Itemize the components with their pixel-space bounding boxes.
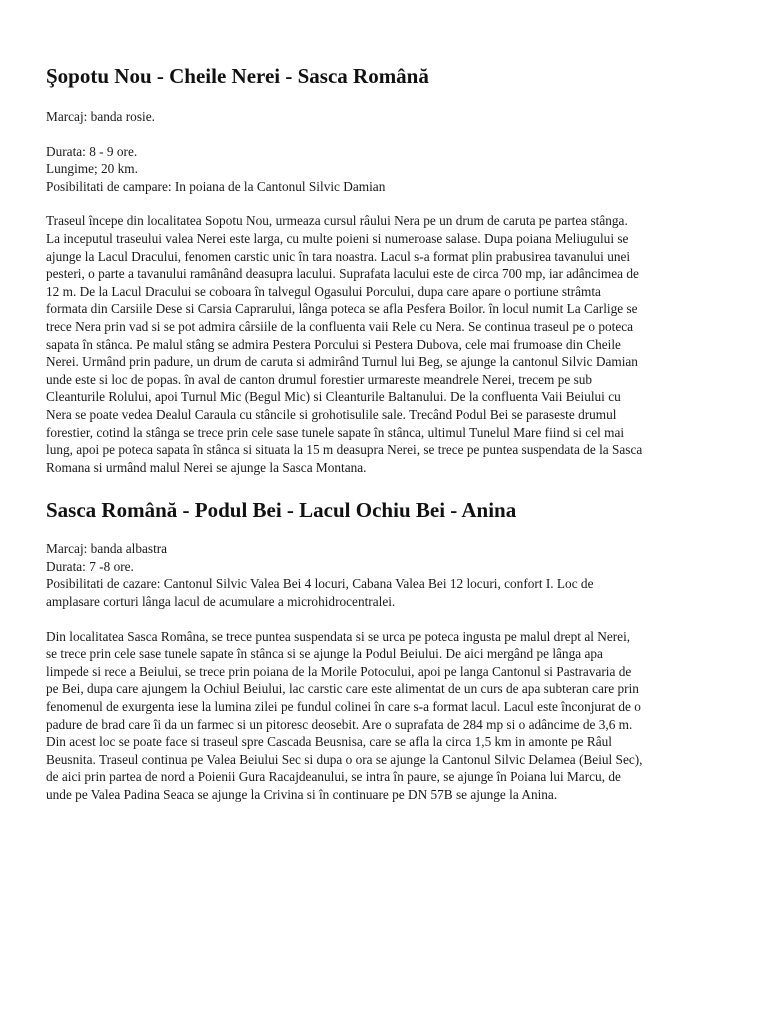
body-line: unde pe Valea Padina Seaca se ajunge la Crivina si în continuare pe DN 57B se ajunge la Anina. (46, 787, 558, 802)
document-page (46, 62, 726, 804)
body-line: Din acest loc se poate face si traseul spre Cascada Beusnisa, care se afla la circa 1,5 km in amonte pe Râul (46, 734, 612, 750)
body-line: de aici prin partea de nord a Poienii Gura Racajdeanului, se intra în paure, se ajunge în Poiana lui Marcu, de (46, 769, 621, 785)
body-line: ajunge la Lacul Dracului, fenomen carstic unic în tara noastra. Lacul s-a format plin prabusirea tavanului unei (46, 248, 631, 264)
body-line: formata din Carsiile Dese si Carsia Caprarului, lânga poteca se afla Pesfera Boilor. în locul numit La Carlige se (46, 301, 638, 317)
body-line: 12 m. De la Lacul Dracului se coboara în talvegul Ogasului Porcului, dupa care apare o portiune strâmta (46, 283, 601, 299)
section-title: Şopotu Nou - Cheile Nerei - Sasca Română (46, 64, 429, 88)
info-line: Marcaj: banda albastra (46, 541, 168, 557)
info-line: Durata: 8 - 9 ore. (46, 143, 138, 159)
body-line: unde este si loc de popas. în aval de canton drumul forestier urmareste meandrele Nerei, trecem pe sub (46, 371, 593, 387)
trail-info (46, 540, 726, 610)
info-line: amplasare corturi lânga lacul de acumulare a microhidrocentralei. (46, 594, 396, 610)
body-line: limpede si rece a Beiului, se trece prin poiana de la Morile Potocului, apoi pe langa Cantonul si Pastravaria de (46, 663, 632, 679)
body-line: pe Bei, dupa care ajungem la Ochiul Beiului, lac carstic care este alimentat de un curs de apa subteran care prin (46, 681, 639, 697)
body-line: padure de brad care îi da un farmec si un pitoresc deosebit. Are o suprafata de 284 mp si o adâncime de 3,6 m. (46, 716, 633, 732)
trail-marking: Marcaj: banda rosie. (46, 109, 155, 124)
trail-description (46, 628, 726, 804)
body-line: pesteri, o parte a tavanului ramânând deasupra lacului. Suprafata lacului este de circa 700 mp, iar adâncimea de (46, 266, 639, 282)
info-line: Posibilitati de cazare: Cantonul Silvic Valea Bei 4 locuri, Cabana Valea Bei 12 locuri, confort I. Loc de (46, 576, 594, 592)
body-line: sapata în stânca. Pe malul stâng se admira Pestera Porcului si Pestera Dubova, cele mai frumoase din Cheile (46, 336, 621, 352)
info-line: Lungime; 20 km. (46, 161, 138, 177)
info-line: Durata: 7 -8 ore. (46, 558, 134, 574)
body-line: se trece prin cele sase tunele sapate în stânca si se ajunge la Podul Beiului. De aici mergând pe lânga apa (46, 646, 603, 662)
body-line: lung, apoi pe poteca sapata în stânca si situata la 15 m deasupra Nerei, se trece pe puntea suspendata de la Sasca (46, 442, 643, 458)
body-line: Cleanturile Rolului, apoi Turnul Mic (Begul Mic) si Cleanturile Baltanului. De la confluenta Vaii Beiului cu (46, 389, 621, 405)
info-line: Posibilitati de campare: In poiana de la Cantonul Silvic Damian (46, 178, 386, 194)
body-line: Traseul începe din localitatea Sopotu Nou, urmeaza cursul râului Nera pe un drum de caruta pe partea stânga. (46, 213, 628, 229)
body-line: Nera se poate vedea Dealul Caraula cu stâncile si grohotisulile sale. Trecând Podul Bei se paraseste drumul (46, 406, 617, 422)
trail-description (46, 212, 726, 476)
section-title: Sasca Română - Podul Bei - Lacul Ochiu Bei - Anina (46, 498, 517, 523)
body-line: forestier, cotind la stânga se trece prin cele sase tunele sapate în stânca, ultimul Tunelul Mare fiind si cel mai (46, 424, 625, 440)
body-line: Beusnita. Traseul continua pe Valea Beiului Sec si dupa o ora se ajunge la Cantonul Silvic Delamea (Beiul Sec), (46, 751, 643, 767)
body-line: Nerei. Urmând prin padure, un drum de caruta si admirând Turnul lui Beg, se ajunge la cantonul Silvic Damian (46, 354, 638, 370)
body-line: Din localitatea Sasca Româna, se trece puntea suspendata si se urca pe poteca ingusta pe malul drept al Nerei, (46, 628, 631, 644)
body-line: fenomenul de exurgenta iese la lumina zilei pe fundul colinei în care s-a format lacul. Lacul este înconjurat de o (46, 699, 641, 715)
body-line: trece Nera prin vad si se pot admira cârsiile de la confluenta vaii Rele cu Nera. Se continua traseul pe o poteca (46, 318, 634, 334)
body-line: Romana si urmând malul Nerei se ajunge la Sasca Montana. (46, 459, 367, 475)
trail-info (46, 143, 726, 196)
body-line: La inceputul traseului valea Nerei este larga, cu multe poieni si numeroase salase. Dupa poiana Meliugului se (46, 230, 629, 246)
